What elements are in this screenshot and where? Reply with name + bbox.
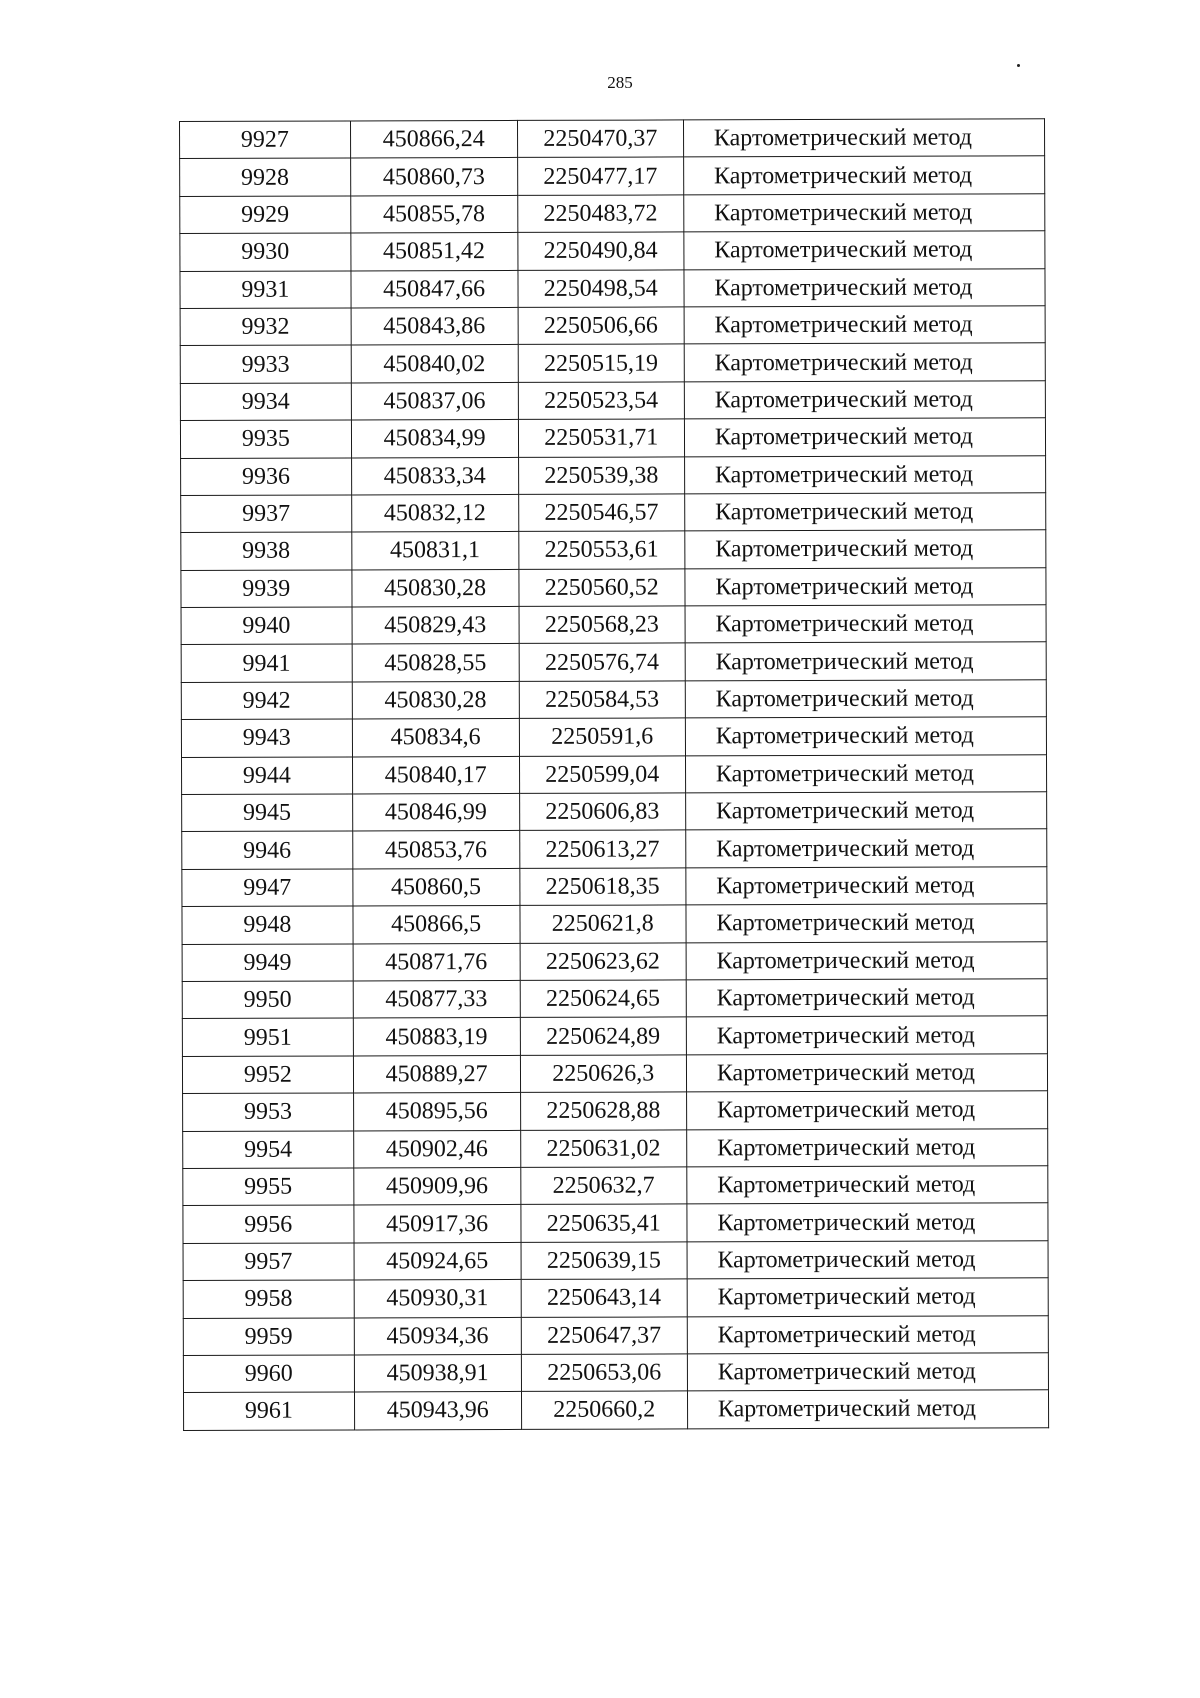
scan-artifact-dot xyxy=(1017,64,1020,67)
point-number-cell: 9936 xyxy=(181,457,352,495)
table-row xyxy=(180,381,1045,421)
table-row xyxy=(182,867,1047,907)
y-coordinate-cell: 2250606,83 xyxy=(519,793,685,831)
x-coordinate-cell: 450847,66 xyxy=(351,270,518,308)
x-coordinate-cell: 450834,6 xyxy=(352,719,519,757)
table-row xyxy=(183,1353,1048,1393)
y-coordinate-cell: 2250523,54 xyxy=(518,382,684,420)
y-coordinate-cell: 2250613,27 xyxy=(519,830,685,868)
y-coordinate-cell: 2250635,41 xyxy=(521,1204,687,1242)
point-number-cell: 9961 xyxy=(183,1392,354,1430)
x-coordinate-cell: 450830,28 xyxy=(352,569,519,607)
method-cell: Картометрический метод xyxy=(687,1128,1048,1167)
table-row xyxy=(182,904,1047,944)
table-row xyxy=(180,343,1045,383)
y-coordinate-cell: 2250660,2 xyxy=(521,1391,687,1429)
method-cell: Картометрический метод xyxy=(685,642,1046,681)
page-number: 285 xyxy=(607,73,633,92)
point-number-cell: 9927 xyxy=(180,121,351,159)
table-row xyxy=(182,941,1047,981)
method-cell: Картометрический метод xyxy=(685,792,1046,831)
table-row xyxy=(183,1240,1048,1280)
table-row xyxy=(181,493,1046,533)
y-coordinate-cell: 2250599,04 xyxy=(519,756,685,794)
point-number-cell: 9928 xyxy=(180,158,351,196)
y-coordinate-cell: 2250639,15 xyxy=(521,1242,687,1280)
method-cell: Картометрический метод xyxy=(684,455,1045,494)
x-coordinate-cell: 450843,86 xyxy=(351,307,518,345)
x-coordinate-cell: 450834,99 xyxy=(351,420,518,458)
x-coordinate-cell: 450860,5 xyxy=(352,868,519,906)
point-number-cell: 9942 xyxy=(181,682,352,720)
method-cell: Картометрический метод xyxy=(684,231,1045,270)
method-cell: Картометрический метод xyxy=(687,1353,1048,1392)
y-coordinate-cell: 2250515,19 xyxy=(518,344,684,382)
y-coordinate-cell: 2250626,3 xyxy=(520,1055,686,1093)
y-coordinate-cell: 2250618,35 xyxy=(519,868,685,906)
point-number-cell: 9946 xyxy=(182,831,353,869)
method-cell: Картометрический метод xyxy=(687,1315,1048,1354)
y-coordinate-cell: 2250470,37 xyxy=(517,120,683,158)
method-cell: Картометрический метод xyxy=(685,754,1046,793)
y-coordinate-cell: 2250560,52 xyxy=(519,569,685,607)
table-row xyxy=(181,567,1046,607)
y-coordinate-cell: 2250531,71 xyxy=(518,419,684,457)
method-cell: Картометрический метод xyxy=(685,530,1046,569)
point-number-cell: 9958 xyxy=(183,1280,354,1318)
point-number-cell: 9939 xyxy=(181,570,352,608)
x-coordinate-cell: 450837,06 xyxy=(351,382,518,420)
y-coordinate-cell: 2250624,65 xyxy=(520,980,686,1018)
method-cell: Картометрический метод xyxy=(683,156,1044,195)
x-coordinate-cell: 450840,17 xyxy=(352,756,519,794)
point-number-cell: 9937 xyxy=(181,495,352,533)
method-cell: Картометрический метод xyxy=(687,1240,1048,1279)
table-row xyxy=(182,829,1047,869)
coordinates-table xyxy=(179,118,1049,1430)
method-cell: Картометрический метод xyxy=(684,268,1045,307)
table-row xyxy=(180,231,1045,271)
y-coordinate-cell: 2250623,62 xyxy=(520,943,686,981)
x-coordinate-cell: 450930,31 xyxy=(354,1280,521,1318)
point-number-cell: 9935 xyxy=(180,420,351,458)
point-number-cell: 9952 xyxy=(182,1056,353,1094)
method-cell: Картометрический метод xyxy=(685,717,1046,756)
method-cell: Картометрический метод xyxy=(686,1054,1047,1093)
point-number-cell: 9938 xyxy=(181,532,352,570)
x-coordinate-cell: 450866,24 xyxy=(350,120,517,158)
point-number-cell: 9947 xyxy=(182,869,353,907)
table-row xyxy=(181,717,1046,757)
point-number-cell: 9949 xyxy=(182,944,353,982)
point-number-cell: 9950 xyxy=(182,981,353,1019)
table-row xyxy=(181,530,1046,570)
point-number-cell: 9940 xyxy=(181,607,352,645)
x-coordinate-cell: 450895,56 xyxy=(353,1093,520,1131)
x-coordinate-cell: 450943,96 xyxy=(354,1392,521,1430)
table-row xyxy=(181,455,1046,495)
method-cell: Картометрический метод xyxy=(686,904,1047,943)
y-coordinate-cell: 2250632,7 xyxy=(520,1167,686,1205)
x-coordinate-cell: 450909,96 xyxy=(353,1167,520,1205)
x-coordinate-cell: 450831,1 xyxy=(351,532,518,570)
point-number-cell: 9954 xyxy=(183,1131,354,1169)
table-row xyxy=(181,754,1046,794)
x-coordinate-cell: 450866,5 xyxy=(353,906,520,944)
y-coordinate-cell: 2250576,74 xyxy=(519,643,685,681)
x-coordinate-cell: 450829,43 xyxy=(352,607,519,645)
y-coordinate-cell: 2250490,84 xyxy=(517,232,683,270)
y-coordinate-cell: 2250568,23 xyxy=(519,606,685,644)
table-row xyxy=(180,156,1045,196)
method-cell: Картометрический метод xyxy=(683,119,1044,158)
method-cell: Картометрический метод xyxy=(686,1016,1047,1055)
x-coordinate-cell: 450851,42 xyxy=(350,233,517,271)
y-coordinate-cell: 2250584,53 xyxy=(519,681,685,719)
x-coordinate-cell: 450889,27 xyxy=(353,1055,520,1093)
method-cell: Картометрический метод xyxy=(685,680,1046,719)
point-number-cell: 9955 xyxy=(183,1168,354,1206)
table-row xyxy=(180,268,1045,308)
table-row xyxy=(181,680,1046,720)
table-row xyxy=(182,979,1047,1019)
x-coordinate-cell: 450840,02 xyxy=(351,345,518,383)
method-cell: Картометрический метод xyxy=(686,941,1047,980)
y-coordinate-cell: 2250653,06 xyxy=(521,1354,687,1392)
point-number-cell: 9943 xyxy=(181,719,352,757)
y-coordinate-cell: 2250539,38 xyxy=(518,456,684,494)
y-coordinate-cell: 2250624,89 xyxy=(520,1017,686,1055)
method-cell: Картометрический метод xyxy=(684,306,1045,345)
method-cell: Картометрический метод xyxy=(685,605,1046,644)
point-number-cell: 9953 xyxy=(183,1093,354,1131)
point-number-cell: 9930 xyxy=(180,233,351,271)
point-number-cell: 9959 xyxy=(183,1317,354,1355)
x-coordinate-cell: 450828,55 xyxy=(352,644,519,682)
x-coordinate-cell: 450832,12 xyxy=(351,494,518,532)
table-row xyxy=(183,1128,1048,1168)
table-row xyxy=(181,605,1046,645)
table-row xyxy=(183,1315,1048,1355)
method-cell: Картометрический метод xyxy=(687,1166,1048,1205)
y-coordinate-cell: 2250643,14 xyxy=(521,1279,687,1317)
point-number-cell: 9951 xyxy=(182,1018,353,1056)
method-cell: Картометрический метод xyxy=(686,1091,1047,1130)
point-number-cell: 9931 xyxy=(180,271,351,309)
method-cell: Картометрический метод xyxy=(687,1390,1048,1429)
x-coordinate-cell: 450853,76 xyxy=(352,831,519,869)
point-number-cell: 9944 xyxy=(181,757,352,795)
method-cell: Картометрический метод xyxy=(684,194,1045,233)
y-coordinate-cell: 2250628,88 xyxy=(520,1092,686,1130)
x-coordinate-cell: 450846,99 xyxy=(352,793,519,831)
x-coordinate-cell: 450855,78 xyxy=(350,195,517,233)
x-coordinate-cell: 450883,19 xyxy=(353,1018,520,1056)
point-number-cell: 9960 xyxy=(183,1355,354,1393)
method-cell: Картометрический метод xyxy=(686,867,1047,906)
table-row xyxy=(183,1091,1048,1131)
point-number-cell: 9957 xyxy=(183,1243,354,1281)
x-coordinate-cell: 450860,73 xyxy=(350,158,517,196)
y-coordinate-cell: 2250477,17 xyxy=(517,157,683,195)
point-number-cell: 9956 xyxy=(183,1205,354,1243)
x-coordinate-cell: 450830,28 xyxy=(352,681,519,719)
table-row xyxy=(181,642,1046,682)
y-coordinate-cell: 2250546,57 xyxy=(518,494,684,532)
y-coordinate-cell: 2250591,6 xyxy=(519,718,685,756)
table-row xyxy=(183,1203,1048,1243)
method-cell: Картометрический метод xyxy=(684,343,1045,382)
table-row xyxy=(182,792,1047,832)
table-row xyxy=(183,1166,1048,1206)
method-cell: Картометрический метод xyxy=(685,493,1046,532)
y-coordinate-cell: 2250631,02 xyxy=(520,1129,686,1167)
x-coordinate-cell: 450938,91 xyxy=(354,1354,521,1392)
table-row xyxy=(180,194,1045,234)
coordinates-table-body xyxy=(180,119,1049,1430)
point-number-cell: 9933 xyxy=(180,345,351,383)
y-coordinate-cell: 2250498,54 xyxy=(518,269,684,307)
point-number-cell: 9948 xyxy=(182,906,353,944)
y-coordinate-cell: 2250506,66 xyxy=(518,307,684,345)
x-coordinate-cell: 450877,33 xyxy=(353,980,520,1018)
x-coordinate-cell: 450833,34 xyxy=(351,457,518,495)
y-coordinate-cell: 2250553,61 xyxy=(518,531,684,569)
x-coordinate-cell: 450934,36 xyxy=(354,1317,521,1355)
method-cell: Картометрический метод xyxy=(684,381,1045,420)
y-coordinate-cell: 2250621,8 xyxy=(520,905,686,943)
method-cell: Картометрический метод xyxy=(686,829,1047,868)
point-number-cell: 9945 xyxy=(182,794,353,832)
x-coordinate-cell: 450871,76 xyxy=(353,943,520,981)
point-number-cell: 9941 xyxy=(181,644,352,682)
method-cell: Картометрический метод xyxy=(686,979,1047,1018)
table-row xyxy=(180,119,1045,159)
y-coordinate-cell: 2250647,37 xyxy=(521,1316,687,1354)
method-cell: Картометрический метод xyxy=(687,1203,1048,1242)
method-cell: Картометрический метод xyxy=(684,418,1045,457)
x-coordinate-cell: 450917,36 xyxy=(354,1205,521,1243)
table-row xyxy=(180,418,1045,458)
table-row xyxy=(180,306,1045,346)
table-row xyxy=(182,1016,1047,1056)
point-number-cell: 9932 xyxy=(180,308,351,346)
point-number-cell: 9934 xyxy=(180,383,351,421)
x-coordinate-cell: 450924,65 xyxy=(354,1242,521,1280)
point-number-cell: 9929 xyxy=(180,196,351,234)
method-cell: Картометрический метод xyxy=(687,1278,1048,1317)
method-cell: Картометрический метод xyxy=(685,567,1046,606)
table-row xyxy=(183,1390,1048,1430)
table-row xyxy=(183,1278,1048,1318)
x-coordinate-cell: 450902,46 xyxy=(353,1130,520,1168)
y-coordinate-cell: 2250483,72 xyxy=(517,195,683,233)
table-row xyxy=(182,1054,1047,1094)
